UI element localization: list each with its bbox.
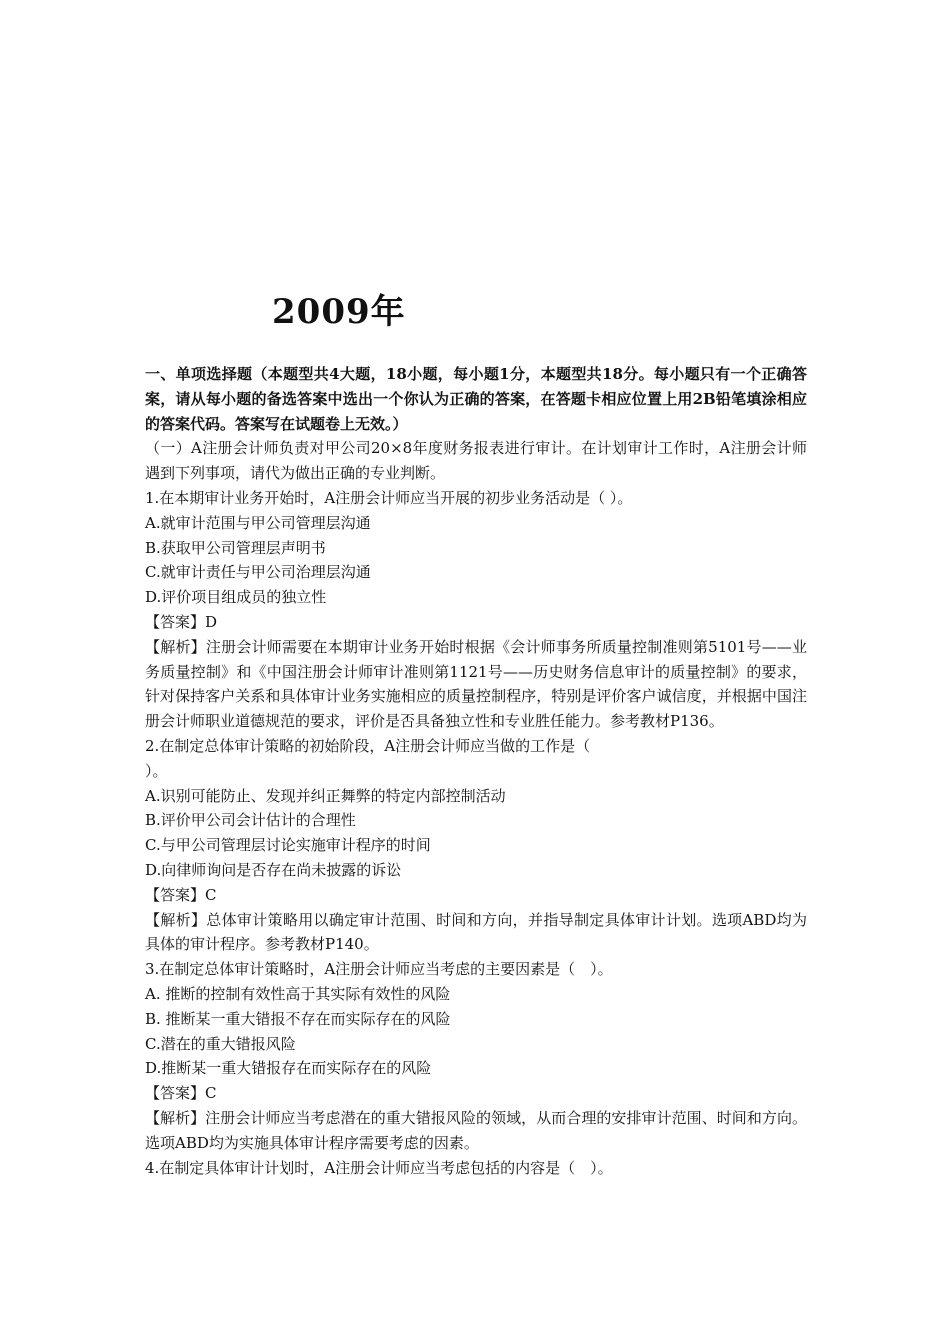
question-stem: 2.在制定总体审计策略的初始阶段，A注册会计师应当做的工作是（ <box>145 736 591 755</box>
option-d: D.推断某一重大错报存在而实际存在的风险 <box>145 1059 432 1078</box>
question-4 <box>145 1156 807 1181</box>
answer: 【答案】C <box>145 885 217 904</box>
analysis: 【解析】总体审计策略用以确定审计范围、时间和方向，并指导制定具体审计计划。选项ABD均为具体的审计程序。参考教材P140。 <box>145 910 807 954</box>
option-c: C.与甲公司管理层讨论实施审计程序的时间 <box>145 836 431 855</box>
page-title: 2009年 <box>272 292 406 332</box>
option-d: D.向律师询问是否存在尚未披露的诉讼 <box>145 860 402 879</box>
case-intro: （一）A注册会计师负责对甲公司20×8年度财务报表进行审计。在计划审计工作时，A注册会计师遇到下列事项，请代为做出正确的专业判断。 <box>145 439 807 483</box>
question-2 <box>145 734 807 957</box>
option-a: A. 推断的控制有效性高于其实际有效性的风险 <box>145 984 451 1003</box>
analysis: 【解析】注册会计师需要在本期审计业务开始时根据《会计师事务所质量控制准则第5101号——业务质量控制》和《中国注册会计师审计准则第1121号——历史财务信息审计的质量控制》的要求，针对保持客户关系和具体审计业务实施相应的质量控制程序，特别是评价客户诚信度，并根据中国注册会计师职业道德规范的要求，评价是否具备独立性和专业胜任能力。参考教材P136。 <box>145 637 807 731</box>
option-a: A.就审计范围与甲公司管理层沟通 <box>145 513 371 532</box>
option-d: D.评价项目组成员的独立性 <box>145 588 327 607</box>
option-b: B.评价甲公司会计估计的合理性 <box>145 811 356 830</box>
answer: 【答案】C <box>145 1084 217 1103</box>
question-stem: 4.在制定具体审计计划时，A注册会计师应当考虑包括的内容是（ ）。 <box>145 1158 613 1177</box>
option-c: C.潜在的重大错报风险 <box>145 1034 296 1053</box>
question-stem-continued: ）。 <box>145 761 168 780</box>
option-c: C.就审计责任与甲公司治理层沟通 <box>145 563 371 582</box>
question-stem: 1.在本期审计业务开始时，A注册会计师应当开展的初步业务活动是（ ）。 <box>145 488 633 507</box>
option-b: B. 推断某一重大错报不存在而实际存在的风险 <box>145 1009 451 1028</box>
question-1 <box>145 486 807 734</box>
analysis: 【解析】注册会计师应当考虑潜在的重大错报风险的领域，从而合理的安排审计范围、时间和方向。选项ABD均为实施具体审计程序需要考虑的因素。 <box>145 1108 807 1152</box>
question-3 <box>145 957 807 1155</box>
question-stem: 3.在制定总体审计策略时，A注册会计师应当考虑的主要因素是（ ）。 <box>145 960 613 979</box>
section-header: 一、单项选择题（本题型共4大题，18小题，每小题1分，本题型共18分。每小题只有一个正确答案，请从每小题的备选答案中选出一个你认为正确的答案，在答题卡相应位置上用2B铅笔填涂相应的答案代码。答案写在试题卷上无效。） <box>145 365 807 433</box>
option-a: A.识别可能防止、发现并纠正舞弊的特定内部控制活动 <box>145 786 506 805</box>
answer: 【答案】D <box>145 612 218 631</box>
document-body <box>145 362 807 1180</box>
option-b: B.获取甲公司管理层声明书 <box>145 538 326 557</box>
